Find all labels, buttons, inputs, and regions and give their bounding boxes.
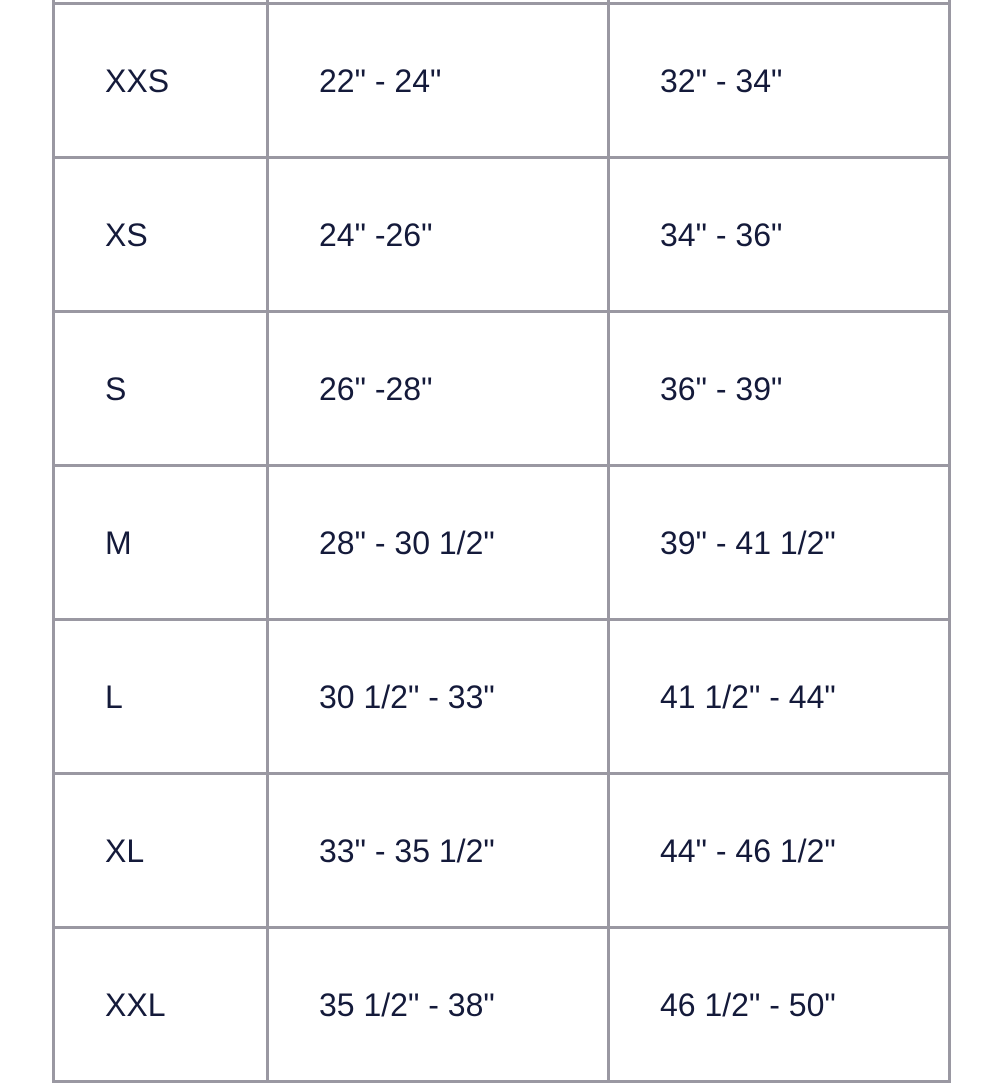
- size-cell: XL: [54, 774, 268, 928]
- size-cell: XS: [54, 158, 268, 312]
- hip-cell: 46 1/2" - 50": [609, 928, 950, 1082]
- waist-cell: 30 1/2" - 33": [268, 620, 609, 774]
- hip-cell: 44" - 46 1/2": [609, 774, 950, 928]
- hip-cell: 41 1/2" - 44": [609, 620, 950, 774]
- size-cell: XXS: [54, 4, 268, 158]
- table-row: [54, 774, 950, 928]
- hip-cell: 39" - 41 1/2": [609, 466, 950, 620]
- size-cell: M: [54, 466, 268, 620]
- hip-cell: 36" - 39": [609, 312, 950, 466]
- size-chart-body: [54, 0, 950, 1082]
- size-cell: S: [54, 312, 268, 466]
- waist-cell: 22" - 24": [268, 4, 609, 158]
- table-row: [54, 928, 950, 1082]
- waist-cell: 33" - 35 1/2": [268, 774, 609, 928]
- table-row: [54, 466, 950, 620]
- waist-cell: 26" -28": [268, 312, 609, 466]
- size-chart-table: [52, 0, 951, 1083]
- table-row: [54, 620, 950, 774]
- waist-cell: 28" - 30 1/2": [268, 466, 609, 620]
- table-row: [54, 4, 950, 158]
- size-cell: XXL: [54, 928, 268, 1082]
- hip-cell: 34" - 36": [609, 158, 950, 312]
- waist-cell: 24" -26": [268, 158, 609, 312]
- hip-cell: 32" - 34": [609, 4, 950, 158]
- table-row: [54, 158, 950, 312]
- table-row: [54, 312, 950, 466]
- size-cell: L: [54, 620, 268, 774]
- waist-cell: 35 1/2" - 38": [268, 928, 609, 1082]
